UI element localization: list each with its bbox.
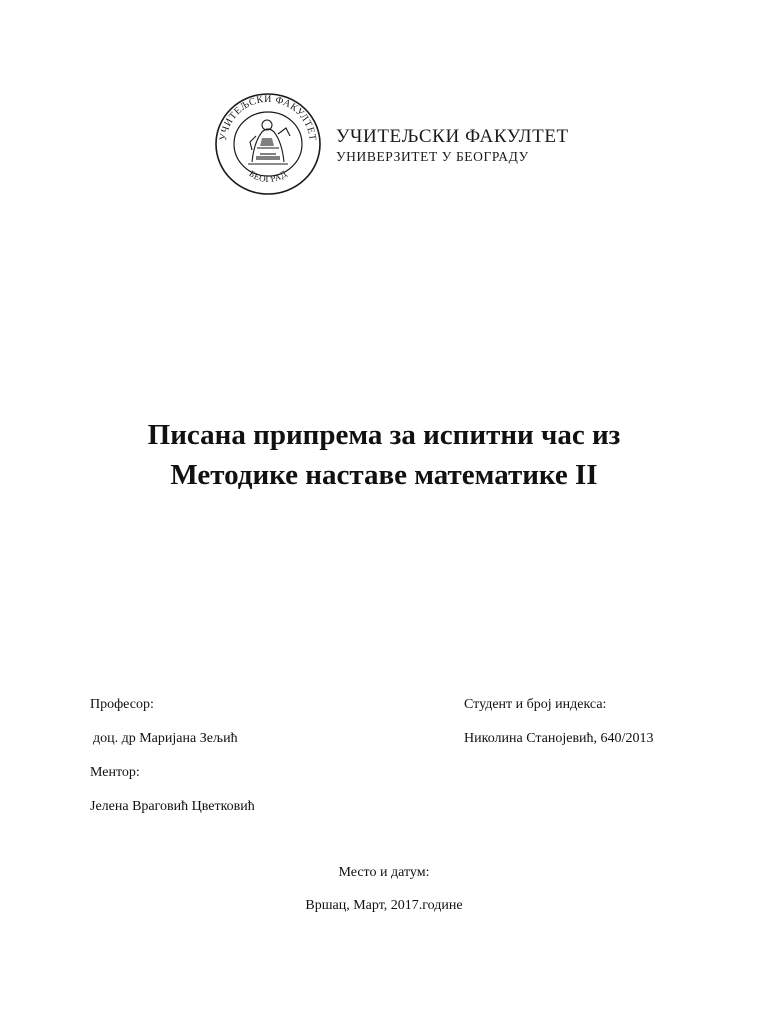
place-date-label: Место и датум: — [338, 865, 430, 880]
student-value: Николина Станојевић, 640/2013 — [464, 731, 654, 746]
title-line-1: Писана припрема за испитни час из — [147, 419, 621, 451]
title-line-2: Методике наставе математике II — [170, 459, 598, 491]
place-date-value: Вршац, Март, 2017.године — [305, 898, 463, 913]
professor-name: доц. др Маријана Зељић — [93, 731, 238, 746]
svg-text:УЧИТЕЉСКИ ФАКУЛТЕТ — [218, 94, 318, 142]
mentor-label: Ментор: — [90, 765, 140, 780]
mentor-name: Јелена Враговић Цветковић — [90, 799, 255, 814]
student-label: Студент и број индекса: — [464, 697, 607, 712]
svg-text:БЕОГРАД — [247, 168, 288, 184]
faculty-name: УЧИТЕЉСКИ ФАКУЛТЕТ — [336, 126, 569, 147]
logo-lettering — [336, 126, 569, 166]
faculty-seal-icon — [212, 92, 324, 196]
university-logo — [212, 92, 569, 196]
university-name: УНИВЕРЗИТЕТ У БЕОГРАДУ — [336, 149, 529, 164]
professor-label: Професор: — [90, 697, 154, 712]
seal-top-text: УЧИТЕЉСКИ ФАКУЛТЕТ — [218, 93, 318, 142]
seal-bottom-text: БЕОГРАД — [247, 168, 289, 185]
document-title — [0, 415, 768, 495]
